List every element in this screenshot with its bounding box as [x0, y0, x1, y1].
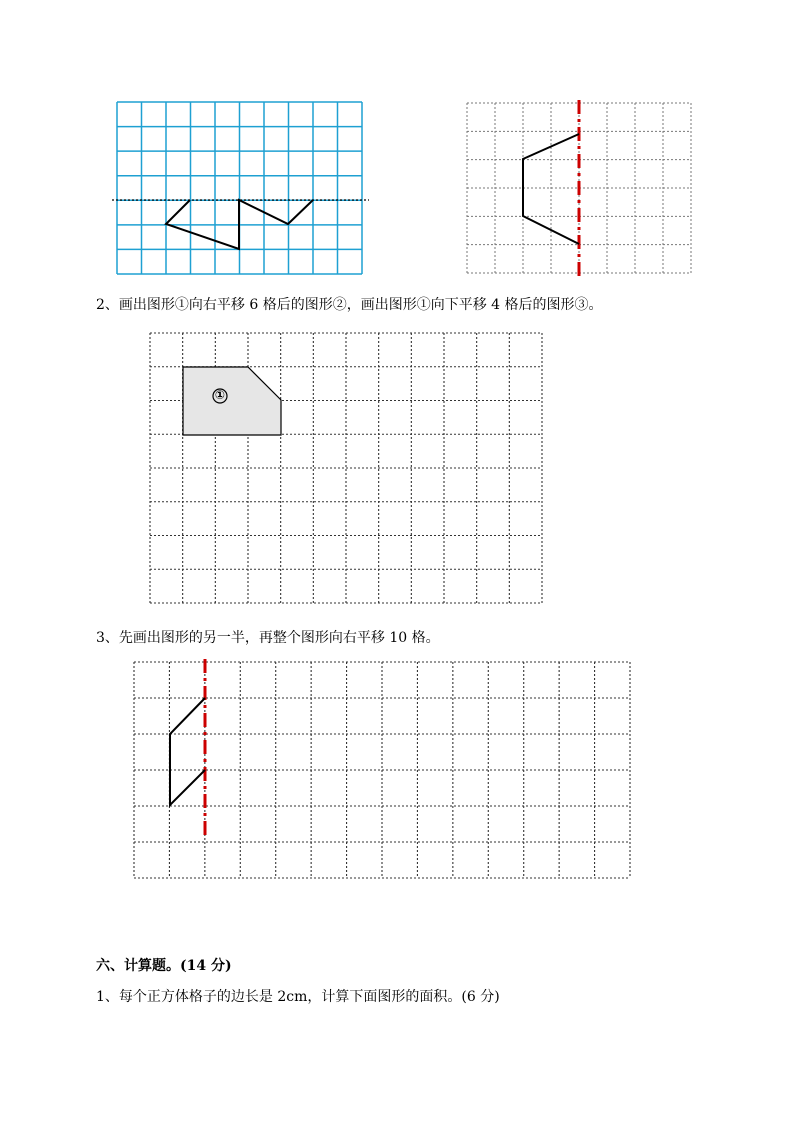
q2-shape-1: [183, 367, 281, 435]
q3-instruction: 3、先画出图形的另一半，再整个图形向右平移 10 格。: [96, 630, 440, 646]
q2-shape-label: ①: [214, 388, 226, 402]
q3-grid-lines: [134, 662, 630, 878]
q1-right-grid-figure: [467, 103, 691, 273]
q3-half-shape: [170, 698, 205, 805]
q2-instruction: 2、画出图形①向右平移 6 格后的图形②，画出图形①向下平移 4 格后的图形③。: [96, 297, 603, 313]
q2-grid-figure: [150, 333, 542, 603]
q3-grid-figure: [134, 662, 630, 878]
section6-title: 六、计算题。(14 分): [96, 958, 232, 974]
q1-left-grid-figure: [117, 102, 362, 274]
section6-q1-text: 1、每个正方体格子的边长是 2cm，计算下面图形的面积。(6 分): [96, 989, 500, 1005]
